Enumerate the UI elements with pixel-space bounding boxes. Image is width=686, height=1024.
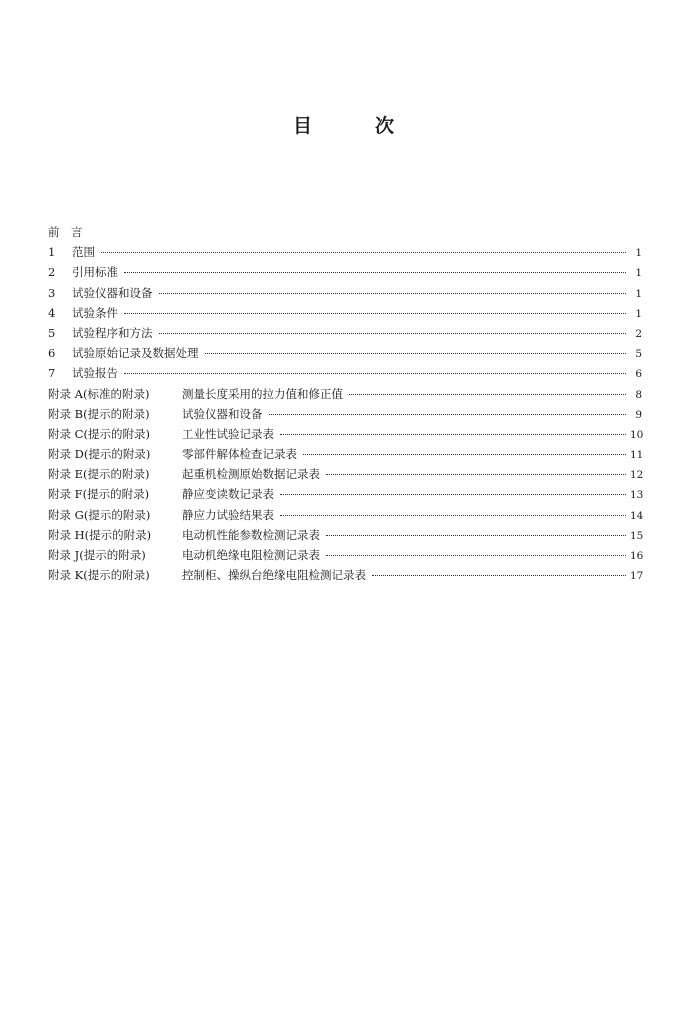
toc-annex-label: 附录 G(提示的附录): [48, 507, 151, 522]
toc-entry-text: 试验条件: [72, 305, 118, 320]
dot-leader: [326, 473, 626, 475]
toc-entry-foreword: [48, 222, 642, 242]
toc-annex-label: 附录 F(提示的附录): [48, 487, 150, 502]
toc-annex-label: 附录 D(提示的附录): [48, 447, 151, 462]
toc-entry: [48, 343, 642, 363]
toc-entry-page: 12: [630, 469, 644, 482]
toc-entry-text: 前 言: [48, 225, 83, 239]
table-of-contents: [48, 222, 642, 585]
toc-entry-page: 1: [635, 307, 642, 320]
toc-entry-page: 13: [630, 489, 644, 502]
toc-entry-text: 零部件解体检查记录表: [182, 447, 297, 462]
toc-annex-entry: [48, 384, 642, 404]
toc-entry-text: 静应变读数记录表: [182, 487, 274, 502]
dot-leader: [124, 271, 626, 273]
dot-leader: [349, 393, 626, 395]
toc-entry-page: 17: [630, 570, 644, 583]
dot-leader: [159, 332, 627, 334]
toc-annex-label: 附录 H(提示的附录): [48, 527, 152, 542]
toc-entry-text: 范围: [72, 245, 95, 260]
toc-entry-page: 15: [630, 529, 644, 542]
toc-entry-page: 10: [630, 428, 644, 441]
dot-leader: [372, 574, 626, 576]
toc-entry-page: 14: [630, 509, 644, 522]
toc-annex-entry: [48, 484, 642, 504]
dot-leader: [326, 534, 626, 536]
toc-entry-number: 7: [48, 366, 56, 381]
toc-entry-number: 3: [48, 285, 56, 300]
toc-entry-text: 测量长度采用的拉力值和修正值: [182, 386, 343, 401]
dot-leader: [205, 352, 627, 354]
toc-entry-page: 6: [635, 368, 642, 381]
toc-annex-label: 附录 K(提示的附录): [48, 568, 150, 583]
toc-entry-page: 2: [635, 327, 642, 340]
toc-entry-page: 1: [635, 287, 642, 300]
toc-annex-entry: [48, 404, 642, 424]
toc-title-char-1: 目: [293, 115, 313, 137]
toc-entry: [48, 283, 642, 303]
dot-leader: [269, 413, 627, 415]
toc-entry-number: 1: [48, 245, 56, 260]
toc-entry-number: 4: [48, 305, 56, 320]
toc-entry-page: 5: [635, 348, 642, 361]
toc-title: [0, 113, 686, 139]
dot-leader: [303, 453, 626, 455]
toc-entry-page: 1: [635, 267, 642, 280]
dot-leader: [159, 292, 627, 294]
toc-entry-text: 试验程序和方法: [72, 325, 153, 340]
toc-entry-page: 8: [635, 388, 642, 401]
toc-entry-page: 1: [635, 247, 642, 260]
toc-entry-page: 11: [630, 449, 644, 462]
toc-entry-text: 试验仪器和设备: [182, 406, 263, 421]
toc-entry: [48, 242, 642, 262]
toc-entry: [48, 262, 642, 282]
toc-annex-entry: [48, 424, 642, 444]
toc-annex-entry: [48, 525, 642, 545]
toc-entry-number: 6: [48, 346, 56, 361]
dot-leader: [101, 251, 626, 253]
toc-entry-number: 2: [48, 265, 56, 280]
toc-entry-text: 试验原始记录及数据处理: [72, 346, 199, 361]
toc-entry-text: 起重机检测原始数据记录表: [182, 467, 320, 482]
dot-leader: [124, 312, 626, 314]
toc-entry-text: 电动机性能参数检测记录表: [182, 527, 320, 542]
toc-annex-label: 附录 A(标准的附录): [48, 386, 150, 401]
toc-entry-number: 5: [48, 325, 56, 340]
toc-annex-entry: [48, 565, 642, 585]
dot-leader: [280, 433, 626, 435]
toc-entry: [48, 363, 642, 383]
dot-leader: [280, 514, 626, 516]
toc-annex-label: 附录 C(提示的附录): [48, 426, 150, 441]
toc-entry-page: 9: [635, 408, 642, 421]
toc-entry-page: 16: [630, 550, 644, 562]
toc-title-char-2: 次: [375, 115, 395, 137]
toc-entry-text: 试验报告: [72, 366, 118, 381]
dot-leader: [280, 493, 626, 495]
toc-annex-entry: [48, 464, 642, 484]
toc-entry-text: 静应力试验结果表: [182, 507, 274, 522]
toc-annex-label: 附录 J(提示的附录): [48, 548, 146, 562]
toc-entry: [48, 323, 642, 343]
toc-entry-text: 工业性试验记录表: [182, 426, 274, 441]
toc-annex-entry: [48, 545, 642, 565]
dot-leader: [326, 554, 626, 556]
toc-annex-label: 附录 E(提示的附录): [48, 467, 150, 482]
toc-annex-entry: [48, 444, 642, 464]
toc-entry: [48, 303, 642, 323]
toc-entry-text: 试验仪器和设备: [72, 285, 153, 300]
toc-entry-text: 电动机绝缘电阻检测记录表: [182, 548, 320, 562]
dot-leader: [124, 372, 626, 374]
toc-entry-text: 引用标准: [72, 265, 118, 280]
toc-annex-entry: [48, 505, 642, 525]
toc-annex-label: 附录 B(提示的附录): [48, 406, 150, 421]
toc-entry-text: 控制柜、操纵台绝缘电阻检测记录表: [182, 568, 366, 583]
